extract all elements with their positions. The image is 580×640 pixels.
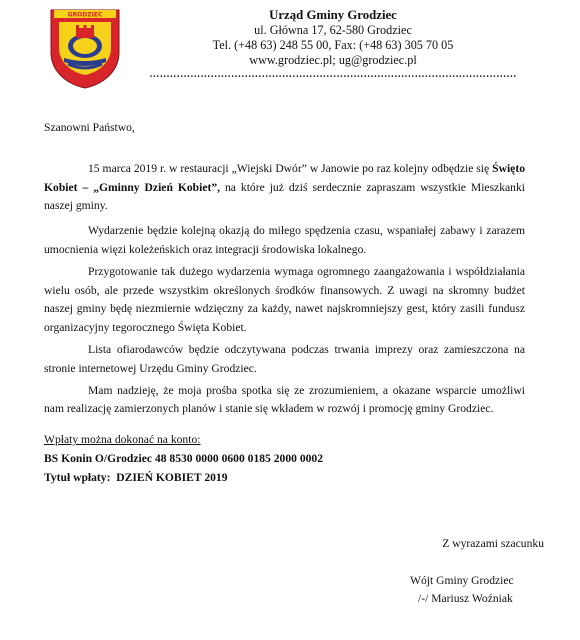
- paragraph-1: [44, 160, 525, 216]
- dotted-divider: ………………………………………………………………………………………………: [149, 70, 517, 80]
- payment-title: [44, 469, 525, 488]
- signatory-role: Wójt Gminy Grodziec: [410, 574, 514, 587]
- event-name: Święto Kobiet – „Gminny Dzień Kobiet”,: [44, 161, 525, 194]
- letterhead: [138, 8, 528, 80]
- signature-block: [410, 572, 514, 608]
- signatory-name: /-/ Mariusz Woźniak: [418, 592, 513, 605]
- crest-text: GRODZIEC: [67, 11, 103, 19]
- coat-of-arms-icon: [48, 6, 122, 90]
- office-phone: Tel. (+48 63) 248 55 00, Fax: (+48 63) 305 70 05: [212, 38, 454, 52]
- bank-account: BS Konin O/Grodziec 48 8530 0000 0600 0185 2000 0002: [44, 451, 324, 465]
- office-name: Urząd Gminy Grodziec: [269, 8, 397, 22]
- payment-title-value: DZIEŃ KOBIET 2019: [116, 470, 228, 484]
- office-address: ul. Główna 17, 62-580 Grodziec: [254, 23, 412, 37]
- payment-intro: Wpłaty można dokonać na konto:: [44, 433, 201, 447]
- payment-title-label: Tytuł wpłaty:: [44, 470, 111, 484]
- payment-info: [44, 431, 525, 487]
- paragraph-1-end: na które już dziś serdecznie zapraszam wszystkie Mieszkanki naszej gminy.: [44, 180, 525, 213]
- office-web: www.grodziec.pl; ug@grodziec.pl: [249, 53, 417, 67]
- paragraph-5: Mam nadzieję, że moja prośba spotka się ze zrozumieniem, a okazane wsparcie umożliwi nam realizację zamierzonych planów i stanie się wkładem w rozwój i promocję gminy Grodziec.: [44, 383, 525, 416]
- greeting: Szanowni Państwo,: [44, 121, 135, 134]
- paragraph-3: Przygotowanie tak dużego wydarzenia wymaga ogromnego zaangażowania i współdziałania wielu osób, ale przede wszystkim określonych środków finansowych. Z uwagi na skromny budżet naszej gminy będę niezmiernie wdzięczny za każdy, nawet najskromniejszy gest, który zasili fundusz organizacyjny tegorocznego Święta Kobiet.: [44, 264, 525, 335]
- paragraph-1-start: 15 marca 2019 r. w restauracji „Wiejski Dwór” w Janowie po raz kolejny odbędzie się: [88, 161, 493, 175]
- letter-body: [44, 119, 525, 488]
- paragraph-4: Lista ofiarodawców będzie odczytywana podczas trwania imprezy oraz zamieszczona na stronie internetowej Urzędu Gminy Grodziec.: [44, 342, 525, 375]
- paragraph-2: Wydarzenie będzie kolejną okazją do miłego spędzenia czasu, wspaniałej zabawy i zarazem umocnienia więzi koleżeńskich oraz integracji środowiska lokalnego.: [44, 224, 525, 256]
- closing-regards: Z wyrazami szacunku: [442, 537, 544, 550]
